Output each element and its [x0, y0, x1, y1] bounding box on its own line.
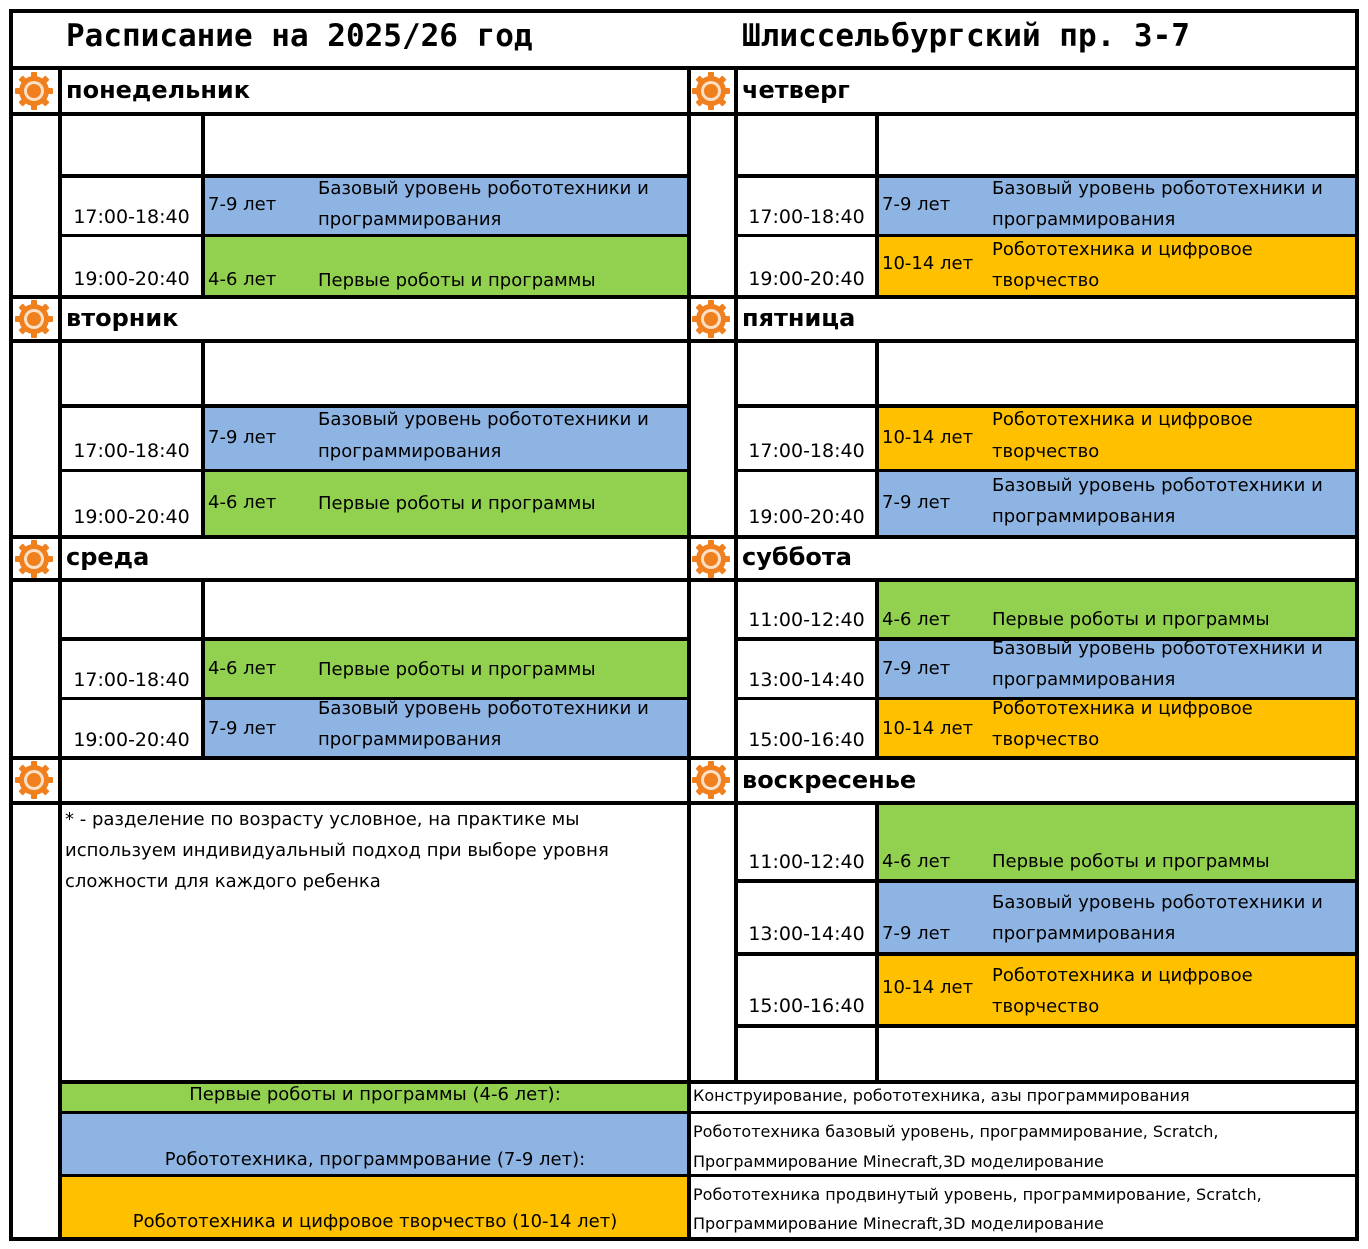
- day-wednesday: среда: [66, 543, 150, 571]
- slot-age: 4-6 лет: [208, 658, 277, 679]
- slot-desc: творчество: [992, 441, 1100, 462]
- slot-age: 4-6 лет: [208, 269, 277, 290]
- slot-desc: Базовый уровень робототехники и: [318, 178, 649, 199]
- slot-time: 13:00-14:40: [748, 923, 865, 945]
- slot-desc: Базовый уровень робототехники и: [992, 892, 1323, 913]
- slot-time: 17:00-18:40: [73, 669, 190, 691]
- slot-desc: Базовый уровень робототехники и: [992, 178, 1323, 199]
- slot-age: 4-6 лет: [208, 492, 277, 513]
- gear-icon: [690, 70, 732, 112]
- legend-description: Робототехника продвинутый уровень, программирование, Scratch,: [693, 1185, 1262, 1204]
- slot-desc: Робототехника и цифровое: [992, 239, 1253, 260]
- slot-age: 7-9 лет: [882, 923, 951, 944]
- slot-age: 7-9 лет: [208, 427, 277, 448]
- legend-label: Робототехника, программрование (7-9 лет):: [164, 1149, 586, 1170]
- day-thursday: четверг: [742, 76, 850, 104]
- slot-desc: творчество: [992, 996, 1100, 1017]
- note-line: * - разделение по возрасту условное, на практике мы: [65, 809, 580, 830]
- day-friday: пятница: [742, 304, 856, 332]
- slot-desc: Базовый уровень робототехники и: [318, 698, 649, 719]
- slot-desc: Первые роботы и программы: [318, 493, 596, 514]
- gear-icon: [13, 70, 55, 112]
- slot-desc: программирования: [318, 209, 502, 230]
- slot-age: 10-14 лет: [882, 427, 974, 448]
- page-title: Расписание на 2025/26 год: [66, 18, 533, 54]
- slot-age: 7-9 лет: [882, 492, 951, 513]
- slot-time: 19:00-20:40: [748, 506, 865, 528]
- slot-desc: программирования: [992, 923, 1176, 944]
- slot-desc: Первые роботы и программы: [992, 609, 1270, 630]
- slot-time: 13:00-14:40: [748, 669, 865, 691]
- day-monday: понедельник: [66, 76, 251, 104]
- slot-time: 15:00-16:40: [748, 729, 865, 751]
- slot-desc: Робототехника и цифровое: [992, 698, 1253, 719]
- slot-desc: Первые роботы и программы: [318, 659, 596, 680]
- slot-age: 10-14 лет: [882, 977, 974, 998]
- slot-time: 19:00-20:40: [73, 729, 190, 751]
- age-note: [65, 804, 685, 897]
- slot-time: 19:00-20:40: [748, 268, 865, 290]
- note-line: используем индивидуальный подход при выборе уровня: [65, 840, 609, 861]
- slot-desc: Робототехника и цифровое: [992, 409, 1253, 430]
- address-title: Шлиссельбургский пр. 3-7: [742, 18, 1190, 54]
- gear-icon: [13, 538, 55, 580]
- slot-desc: Базовый уровень робототехники и: [992, 475, 1323, 496]
- slot-age: 4-6 лет: [882, 851, 951, 872]
- gear-icon: [13, 298, 55, 340]
- slot-time: 11:00-12:40: [748, 851, 865, 873]
- day-tuesday: вторник: [66, 304, 179, 332]
- slot-time: 17:00-18:40: [748, 206, 865, 228]
- slot-desc: программирования: [318, 729, 502, 750]
- slot-age: 7-9 лет: [208, 718, 277, 739]
- legend-description: Программирование Minecraft,3D моделирование: [693, 1152, 1104, 1171]
- legend-description: Конструирование, робототехника, азы программирования: [693, 1086, 1190, 1105]
- slot-desc: Базовый уровень робототехники и: [318, 409, 649, 430]
- slot-desc: творчество: [992, 729, 1100, 750]
- slot-time: 19:00-20:40: [73, 506, 190, 528]
- note-line: сложности для каждого ребенка: [65, 871, 381, 892]
- legend-description: Программирование Minecraft,3D моделирование: [693, 1214, 1104, 1233]
- gear-icon: [690, 759, 732, 801]
- slot-age: 7-9 лет: [882, 194, 951, 215]
- day-sunday: воскресенье: [742, 766, 917, 794]
- legend-label: Первые роботы и программы (4-6 лет):: [189, 1084, 561, 1105]
- slot-time: 15:00-16:40: [748, 995, 865, 1017]
- slot-age: 10-14 лет: [882, 253, 974, 274]
- slot-desc: программирования: [992, 506, 1176, 527]
- slot-desc: Робототехника и цифровое: [992, 965, 1253, 986]
- slot-age: 7-9 лет: [208, 194, 277, 215]
- slot-desc: программирования: [992, 669, 1176, 690]
- day-saturday: суббота: [742, 543, 852, 571]
- slot-age: 7-9 лет: [882, 658, 951, 679]
- slot-time: 17:00-18:40: [73, 440, 190, 462]
- slot-time: 17:00-18:40: [73, 206, 190, 228]
- gear-icon: [13, 759, 55, 801]
- slot-desc: Первые роботы и программы: [318, 270, 596, 291]
- slot-time: 11:00-12:40: [748, 609, 865, 631]
- legend-label: Робототехника и цифровое творчество (10-14 лет): [132, 1211, 618, 1232]
- slot-age: 4-6 лет: [882, 609, 951, 630]
- slot-desc: Первые роботы и программы: [992, 851, 1270, 872]
- slot-desc: Базовый уровень робототехники и: [992, 638, 1323, 659]
- gear-icon: [690, 538, 732, 580]
- slot-desc: программирования: [318, 441, 502, 462]
- slot-desc: программирования: [992, 209, 1176, 230]
- slot-time: 19:00-20:40: [73, 268, 190, 290]
- legend-description: Робототехника базовый уровень, программирование, Scratch,: [693, 1122, 1219, 1141]
- slot-time: 17:00-18:40: [748, 440, 865, 462]
- slot-age: 10-14 лет: [882, 718, 974, 739]
- gear-icon: [690, 298, 732, 340]
- slot-desc: творчество: [992, 270, 1100, 291]
